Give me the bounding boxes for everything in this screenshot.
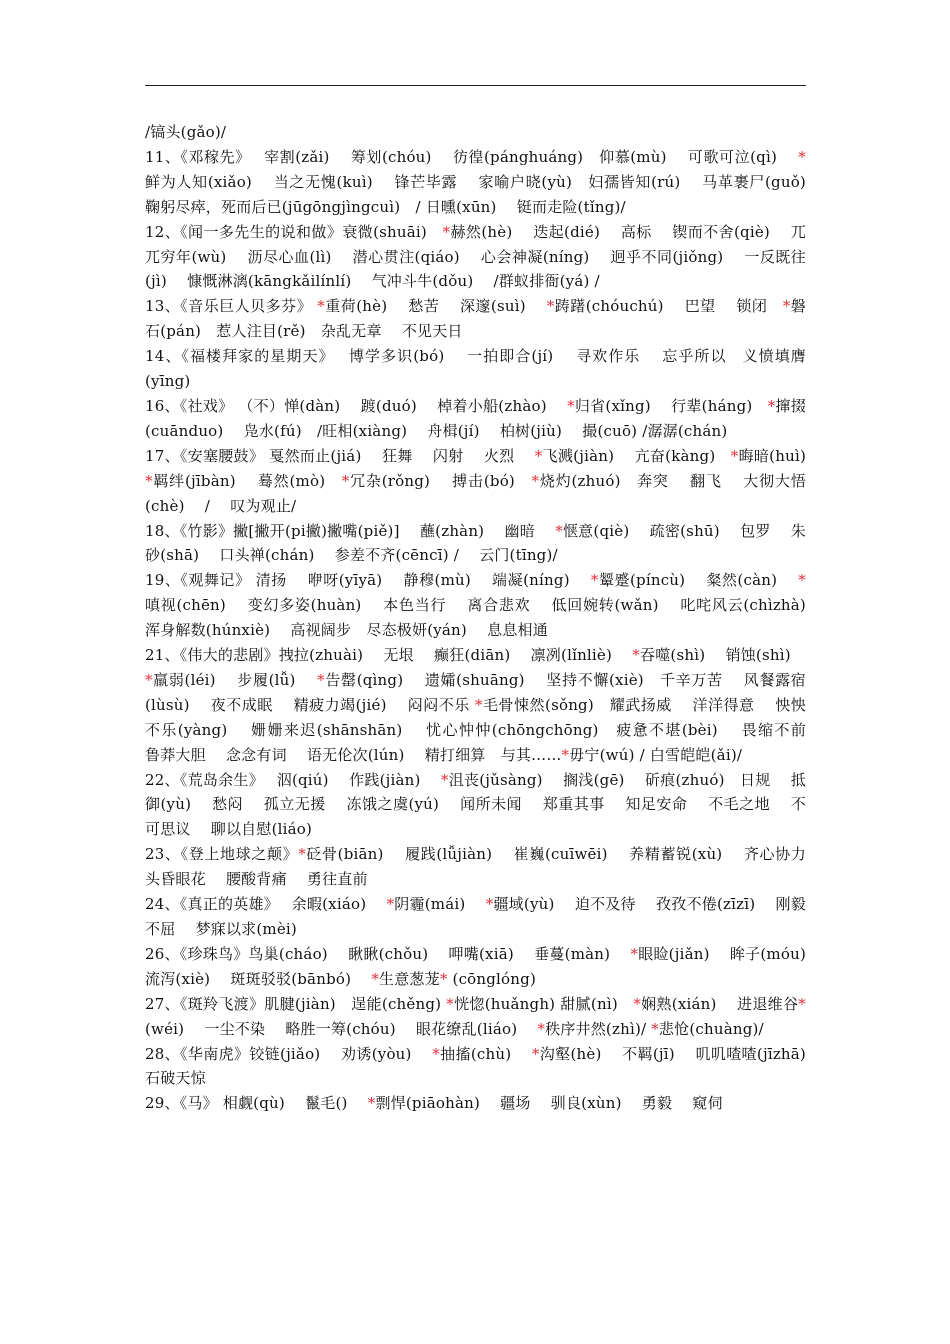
paragraph: 26、《珍珠鸟》鸟巢(cháo) 瞅瞅(chǒu) 呷嘴(xiā) 垂蔓(màn) *眼睑(jiǎn) 眸子(móu) 流泻(xiè) 斑斑驳驳(bānbó) *生意葱茏* (cōnglóng) bbox=[145, 944, 827, 988]
asterisk-marker: * bbox=[590, 571, 599, 590]
asterisk-marker: * bbox=[767, 396, 776, 415]
asterisk-marker: * bbox=[632, 646, 640, 665]
asterisk-marker: * bbox=[633, 994, 642, 1013]
paragraph: 16、《社戏》 （不）惮(dàn) 踱(duó) 棹着小船(zhào) *归省(xǐng) 行辈(háng) *撺掇(cuānduo) 凫水(fú) /旺相(xiàng) 舟楫(jí) 柏树(jiù) 撮(cuō) /潺潺(chán) bbox=[145, 396, 807, 440]
paragraph: 13、《音乐巨人贝多芬》 *重荷(hè) 愁苦 深邃(suì) *踌躇(chóuchú) 巴望 锁闭 *磐石(pán) 惹人注目(rě) 杂乱无章 不见天日 bbox=[145, 297, 806, 341]
paragraph: 24、《真正的英雄》 余暇(xiáo) *阴霾(mái) *疆域(yù) 迫不及待 孜孜不倦(zīzī) 刚毅不屈 梦寐以求(mèi) bbox=[145, 895, 806, 938]
paragraph: 29、《马》 相觑(qù) 鬣毛() *剽悍(piāohàn) 疆场 驯良(xùn) 勇毅 窥伺 bbox=[145, 1094, 723, 1113]
paragraph: /镐头(gǎo)/ bbox=[145, 123, 227, 141]
asterisk-marker: * bbox=[439, 969, 448, 988]
asterisk-marker: * bbox=[531, 471, 540, 490]
asterisk-marker: * bbox=[534, 446, 543, 465]
asterisk-marker: * bbox=[798, 571, 806, 590]
paragraph: 23、《登上地球之颠》*砭骨(biān) 履践(lǚjiàn) 崔巍(cuīwēi) 养精蓄锐(xù) 齐心协力 头昏眼花 腰酸背痛 勇往直前 bbox=[145, 845, 827, 889]
asterisk-marker: * bbox=[651, 1019, 659, 1038]
asterisk-marker: * bbox=[798, 994, 806, 1013]
asterisk-marker: * bbox=[567, 396, 575, 415]
paragraph: 17、《安塞腰鼓》 戛然而止(jiá) 狂舞 闪射 火烈 *飞溅(jiàn) 亢奋(kàng) *晦暗(huì) *羁绊(jībàn) 蓦然(mò) *冗杂(rǒng) 搏击(bó) *烧灼(zhuó) 奔突 翻飞 大彻大悟(chè) / 叹为观止/ bbox=[145, 446, 822, 515]
paragraph: 18、《竹影》撇[撇开(pi撇)撇嘴(piě)] 蘸(zhàn) 幽暗 *惬意(qiè) 疏密(shū) 包罗 朱砂(shā) 口头禅(chán) 参差不齐(cēncī) / 云门(tīng)/ bbox=[145, 521, 807, 565]
asterisk-marker: * bbox=[341, 471, 350, 490]
asterisk-marker: * bbox=[317, 670, 325, 689]
asterisk-marker: * bbox=[371, 969, 380, 988]
asterisk-marker: * bbox=[531, 1044, 540, 1063]
asterisk-marker: * bbox=[561, 745, 570, 764]
asterisk-marker: * bbox=[145, 471, 153, 490]
paragraph: 22、《荒岛余生》 泅(qiú) 作践(jiàn) *沮丧(jǔsàng) 搁浅(gē) 斫痕(zhuó) 日规 抵御(yù) 愁闷 孤立无援 冻饿之虞(yú) 闻所未闻 郑重其事 知足安命 不毛之地 不可思议 聊以自慰(liáo) bbox=[145, 770, 806, 839]
asterisk-marker: * bbox=[446, 994, 454, 1013]
asterisk-marker: * bbox=[537, 1019, 546, 1038]
asterisk-marker: * bbox=[782, 297, 791, 316]
asterisk-marker: * bbox=[440, 770, 449, 789]
asterisk-marker: * bbox=[317, 297, 325, 316]
paragraph: 12、《闻一多先生的说和做》衰微(shuāi) *赫然(hè) 迭起(dié) 高标 锲而不舍(qiè) 兀兀穷年(wù) 沥尽心血(lì) 潜心贯注(qiáo) 心会神凝(níng) 迥乎不同(jiǒng) 一反既往(jì) 慷慨淋漓(kāngkǎilínlí) 气冲斗牛(dǒu) /群蚁排衙(yá) / bbox=[145, 222, 806, 291]
asterisk-marker: * bbox=[475, 695, 483, 714]
paragraph: 11、《邓稼先》 宰割(zǎi) 筹划(chóu) 彷徨(pánghuáng) 仰慕(mù) 可歌可泣(qì) *鲜为人知(xiǎo) 当之无愧(kuì) 锋芒毕露 家喻户晓(yù) 妇孺皆知(rú) 马革裹尸(guǒ) 鞠躬尽瘁，死而后已(jūgōngjìngcuì) / 日曛(xūn) 铤而走险(tǐng)/ bbox=[145, 147, 827, 216]
asterisk-marker: * bbox=[485, 895, 494, 914]
header-rule bbox=[145, 85, 806, 86]
paragraph: 19、《观舞记》 清扬 咿呀(yīyā) 静穆(mù) 端凝(níng) *颦蹙(píncù) 粲然(càn) *嗔视(chēn) 变幻多姿(huàn) 本色当行 离合悲欢 低回婉转(wǎn) 叱咤风云(chìzhà) 浑身解数(húnxiè) 高视阔步 尽态极妍(yán) 息息相通 bbox=[145, 571, 827, 640]
asterisk-marker: * bbox=[630, 944, 639, 963]
asterisk-marker: * bbox=[555, 521, 563, 540]
paragraph: 28、《华南虎》铰链(jiǎo) 劝诱(yòu) *抽搐(chù) *沟壑(hè) 不羁(jī) 叽叽喳喳(jīzhā) 石破天惊 bbox=[145, 1044, 822, 1088]
asterisk-marker: * bbox=[730, 446, 739, 465]
paragraph: 14、《福楼拜家的星期天》 博学多识(bó) 一拍即合(jí) 寻欢作乐 忘乎所以 义愤填膺(yīng) bbox=[145, 347, 806, 391]
vocabulary-list bbox=[145, 120, 827, 1116]
paragraph: 27、《斑羚飞渡》肌腱(jiàn) 逞能(chěng) *恍惚(huǎngh) 甜腻(nì) *娴熟(xián) 进退维谷* (wéi) 一尘不染 略胜一筹(chóu) 眼花缭乱(liáo) *秩序井然(zhì)/ *悲怆(chuàng)/ bbox=[145, 994, 806, 1038]
asterisk-marker: * bbox=[798, 147, 806, 166]
paragraph: 21、《伟大的悲剧》拽拉(zhuài) 无垠 癫狂(diān) 凛冽(lǐnliè) *吞噬(shì) 销蚀(shì) *羸弱(léi) 步履(lǚ) *告罄(qìng) 遗孀(shuāng) 坚持不懈(xiè) 千辛万苦 风餐露宿(lùsù) 夜不成眠 精疲力竭(jié) 闷闷不乐 *毛骨悚然(sǒng) 耀武扬威 洋洋得意 怏怏不乐(yàng) 姗姗来迟(shānshān) 忧心忡忡(chōngchōng) 疲惫不堪(bèi) 畏缩不前 鲁莽大胆 念念有词 语无伦次(lún) 精打细算 与其……*毋宁(wú) / 白雪皑皑(ǎi)/ bbox=[145, 646, 827, 764]
asterisk-marker: * bbox=[145, 670, 153, 689]
asterisk-marker: * bbox=[367, 1094, 376, 1113]
asterisk-marker: * bbox=[432, 1044, 440, 1063]
asterisk-marker: * bbox=[442, 222, 451, 241]
asterisk-marker: * bbox=[298, 845, 306, 864]
asterisk-marker: * bbox=[546, 297, 555, 316]
asterisk-marker: * bbox=[386, 895, 395, 914]
